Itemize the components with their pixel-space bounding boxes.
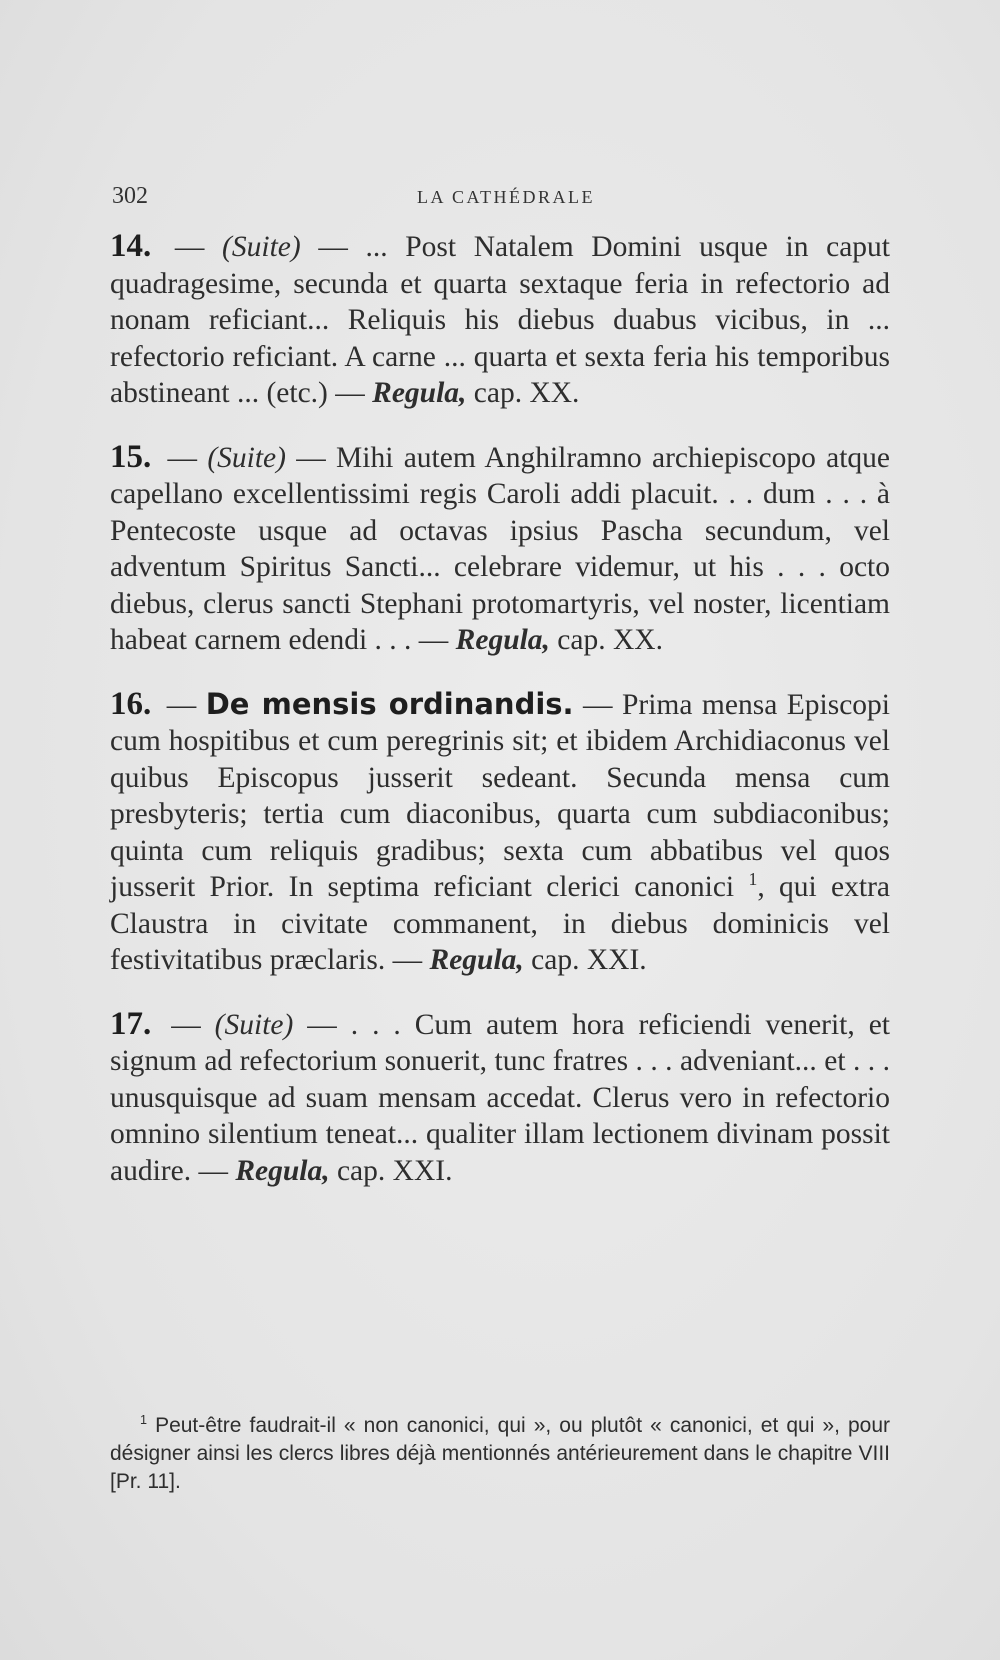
section-number: 16. <box>110 685 152 722</box>
section-number: 15. <box>110 438 152 475</box>
source-reference: Regula, <box>455 624 550 656</box>
source-chapter: cap. XXI. <box>329 1154 453 1187</box>
source-reference: Regula, <box>372 377 467 409</box>
section-16 <box>110 686 890 979</box>
footnote-number: 1 <box>140 1413 148 1427</box>
source-chapter: cap. XX. <box>466 377 580 409</box>
section-text: — Mihi autem Anghilramno archiepiscopo atque capellano excellentissimi regis Caroli addi placuit. . . dum . . . à Pentecoste usque ad octavas ipsius Pascha secundum, vel adventum Spiritus Sancti... celebrare videmur, ut his . . . octo diebus, clerus sancti Stephani protomartyris, vel noster, licentiam habeat carnem edendi . . . — <box>110 441 891 656</box>
section-14 <box>110 228 890 412</box>
section-subtitle: (Suite) <box>207 441 286 474</box>
page-body <box>110 228 890 1216</box>
section-text: — . . . Cum autem hora reficiendi venerit, et signum ad refectorium sonuerit, tunc fratres . . . adveniant... et . . . unusquisque ad suam mensam accedat. Clerus vero in refectorio omnino silentium teneat... qualiter illam lectionem divinam possit audire. — <box>110 1008 890 1187</box>
page-number: 302 <box>112 183 148 209</box>
section-dash: — <box>157 441 208 474</box>
section-number: 14. <box>110 228 152 264</box>
source-chapter: cap. XXI. <box>523 944 647 976</box>
section-heading: De mensis ordinandis. <box>205 686 574 721</box>
section-number: 17. <box>110 1005 152 1042</box>
section-17 <box>110 1006 890 1190</box>
section-dash: — <box>157 231 223 263</box>
section-text-continued: , qui extra Claustra in civitate commanent, in diebus dominicis vel festivitatibus præclaris. — <box>110 871 890 976</box>
page-header <box>112 183 892 223</box>
source-reference: Regula, <box>429 944 524 976</box>
running-title: LA CATHÉDRALE <box>417 187 595 207</box>
source-chapter: cap. XX. <box>549 624 663 656</box>
section-subtitle: (Suite) <box>222 231 301 263</box>
footnote-text: Peut-être faudrait-il « non canonici, qui », ou plutôt « canonici, et qui », pour désigner ainsi les clercs libres déjà mentionnés antérieurement dans le chapitre VIII [Pr. 11]. <box>110 1414 890 1493</box>
section-text: — Prima mensa Episcopi cum hospitibus et cum peregrinis sit; et ibidem Archidiaconus vel quibus Episcopus jusserit sedeant. Secunda mensa cum presbyteris; tertia cum diaconibus, quarta cum subdiaconibus; quinta cum reliquis gradibus; sexta cum abbatibus vel quos jusserit Prior. In septima reficiant clerici canonici <box>110 688 890 903</box>
section-subtitle: (Suite) <box>214 1008 294 1041</box>
section-dash: — <box>157 1008 215 1041</box>
source-reference: Regula, <box>235 1154 330 1187</box>
section-text: — ... Post Natalem Domini usque in caput quadragesime, secunda et quarta sextaque feria in refectorio ad nonam reficiant... Reliquis his diebus duabus vicibus, in ... refectorio reficiant. A carne ... quarta et sexta feria his temporibus abstineant ... (etc.) — <box>110 231 891 409</box>
footnote-marker: 1 <box>748 869 758 890</box>
footnote <box>110 1412 890 1496</box>
section-dash: — <box>157 688 206 721</box>
section-15 <box>110 439 890 659</box>
